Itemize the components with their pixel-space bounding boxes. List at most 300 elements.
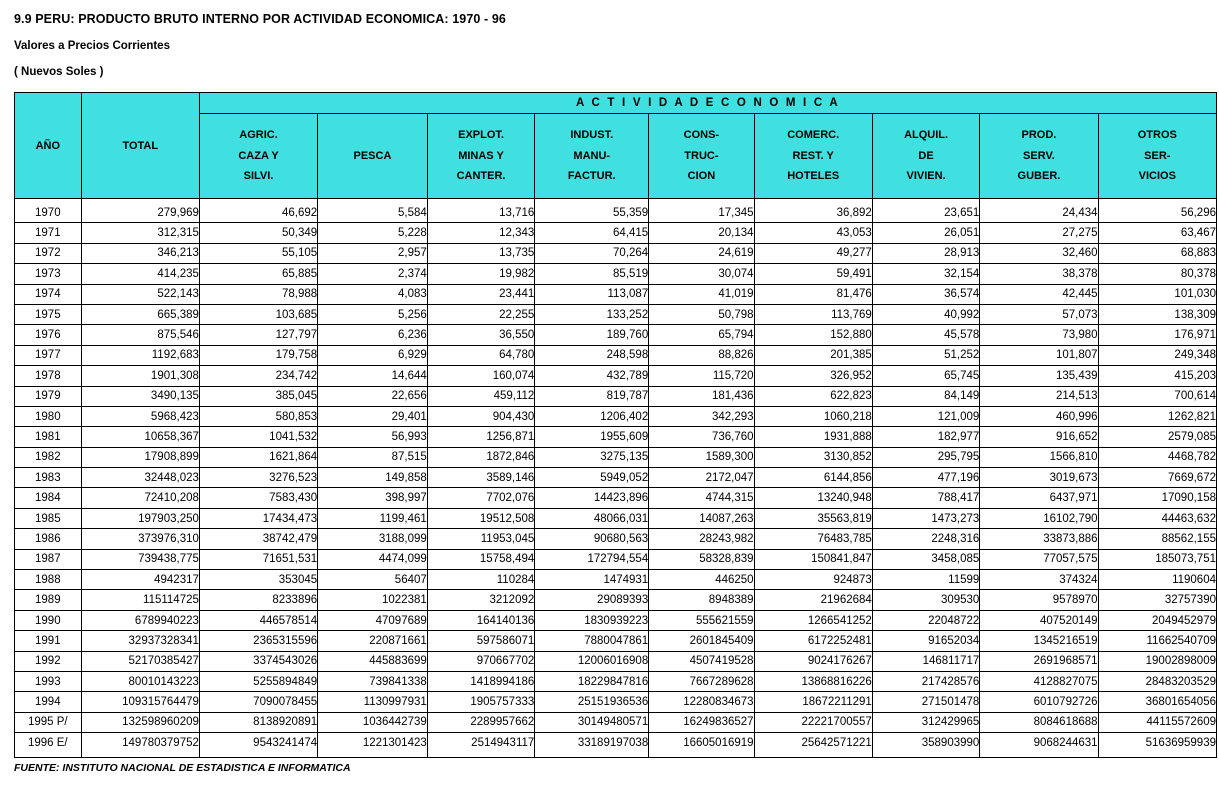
cell-value: 88,826 [649,345,754,365]
cell-value: 234,742 [199,366,317,386]
cell-value: 312429965 [872,712,980,732]
column-header-alquil: ALQUIL. DE VIVIEN. [872,114,980,199]
cell-value: 78,988 [199,284,317,304]
cell-year: 1983 [15,468,82,488]
cell-value: 3589,146 [427,468,535,488]
cell-value: 1041,532 [199,427,317,447]
cell-value: 12,343 [427,223,535,243]
cell-value: 17,345 [649,199,754,223]
cell-value: 179,758 [199,345,317,365]
cell-value: 6010792726 [980,692,1098,712]
cell-value: 446578514 [199,610,317,630]
cell-value: 56,296 [1098,199,1216,223]
cell-value: 2,957 [318,243,428,263]
cell-value: 81,476 [754,284,872,304]
table-row [15,488,1217,508]
cell-value: 103,685 [199,304,317,324]
cell-value: 1589,300 [649,447,754,467]
cell-value: 1872,846 [427,447,535,467]
cell-value: 23,651 [872,199,980,223]
cell-value: 477,196 [872,468,980,488]
cell-value: 85,519 [535,264,649,284]
cell-value: 924873 [754,570,872,590]
cell-value: 5949,052 [535,468,649,488]
cell-value: 19,982 [427,264,535,284]
table-row [15,610,1217,630]
cell-value: 622,823 [754,386,872,406]
cell-value: 1022381 [318,590,428,610]
cell-value: 1621,864 [199,447,317,467]
cell-value: 580,853 [199,406,317,426]
cell-value: 36,574 [872,284,980,304]
cell-value: 127,797 [199,325,317,345]
table-row [15,733,1217,757]
cell-value: 43,053 [754,223,872,243]
cell-value: 65,794 [649,325,754,345]
cell-value: 1905757333 [427,692,535,712]
cell-value: 7702,076 [427,488,535,508]
cell-value: 17908,899 [81,447,199,467]
table-row [15,468,1217,488]
cell-value: 182,977 [872,427,980,447]
cell-value: 2,374 [318,264,428,284]
cell-value: 3188,099 [318,529,428,549]
cell-value: 21962684 [754,590,872,610]
cell-value: 44115572609 [1098,712,1216,732]
cell-value: 6172252481 [754,631,872,651]
cell-value: 407520149 [980,610,1098,630]
cell-value: 41,019 [649,284,754,304]
cell-value: 138,309 [1098,304,1216,324]
cell-value: 217428576 [872,671,980,691]
page-subtitle-values: Valores a Precios Corrientes [14,40,170,52]
cell-value: 38742,479 [199,529,317,549]
cell-value: 189,760 [535,325,649,345]
cell-value: 50,349 [199,223,317,243]
cell-value: 2601845409 [649,631,754,651]
cell-value: 32,154 [872,264,980,284]
cell-value: 3490,135 [81,386,199,406]
cell-year: 1973 [15,264,82,284]
cell-value: 87,515 [318,447,428,467]
cell-value: 9578970 [980,590,1098,610]
cell-value: 1418994186 [427,671,535,691]
cell-value: 739841338 [318,671,428,691]
cell-value: 522,143 [81,284,199,304]
pbi-table [14,92,1217,758]
cell-value: 4942317 [81,570,199,590]
cell-value: 22048722 [872,610,980,630]
cell-value: 32757390 [1098,590,1216,610]
cell-value: 101,030 [1098,284,1216,304]
cell-value: 4128827075 [980,671,1098,691]
cell-value: 18229847816 [535,671,649,691]
cell-value: 64,780 [427,345,535,365]
cell-value: 14423,896 [535,488,649,508]
cell-value: 358903990 [872,733,980,757]
cell-value: 7090078455 [199,692,317,712]
cell-value: 3130,852 [754,447,872,467]
cell-value: 73,980 [980,325,1098,345]
cell-value: 77057,575 [980,549,1098,569]
cell-value: 374324 [980,570,1098,590]
cell-value: 6144,856 [754,468,872,488]
cell-value: 460,996 [980,406,1098,426]
table-row [15,427,1217,447]
cell-value: 50,798 [649,304,754,324]
table-row [15,366,1217,386]
cell-value: 11662540709 [1098,631,1216,651]
cell-value: 84,149 [872,386,980,406]
cell-value: 32,460 [980,243,1098,263]
cell-value: 132598960209 [81,712,199,732]
cell-year: 1979 [15,386,82,406]
cell-value: 18672211291 [754,692,872,712]
cell-value: 149,858 [318,468,428,488]
cell-value: 28,913 [872,243,980,263]
cell-value: 185073,751 [1098,549,1216,569]
table-group-header-row [15,93,1217,114]
cell-value: 1221301423 [318,733,428,757]
cell-value: 819,787 [535,386,649,406]
cell-value: 3275,135 [535,447,649,467]
cell-year: 1972 [15,243,82,263]
cell-value: 214,513 [980,386,1098,406]
cell-value: 373976,310 [81,529,199,549]
cell-value: 1901,308 [81,366,199,386]
cell-year: 1974 [15,284,82,304]
cell-value: 29089393 [535,590,649,610]
cell-value: 2365315596 [199,631,317,651]
cell-value: 101,807 [980,345,1098,365]
cell-value: 5968,423 [81,406,199,426]
cell-value: 597586071 [427,631,535,651]
cell-year: 1990 [15,610,82,630]
cell-value: 33873,886 [980,529,1098,549]
cell-value: 38,378 [980,264,1098,284]
cell-value: 15758,494 [427,549,535,569]
cell-value: 8138920891 [199,712,317,732]
table-row [15,508,1217,528]
table-body [15,199,1217,758]
cell-value: 68,883 [1098,243,1216,263]
cell-value: 51636959939 [1098,733,1216,757]
cell-value: 27,275 [980,223,1098,243]
cell-value: 42,445 [980,284,1098,304]
cell-value: 309530 [872,590,980,610]
cell-year: 1980 [15,406,82,426]
cell-value: 19512,508 [427,508,535,528]
cell-value: 17434,473 [199,508,317,528]
cell-value: 13,735 [427,243,535,263]
cell-value: 346,213 [81,243,199,263]
cell-value: 36,892 [754,199,872,223]
cell-value: 176,971 [1098,325,1216,345]
cell-value: 36,550 [427,325,535,345]
cell-value: 172794,554 [535,549,649,569]
cell-value: 2289957662 [427,712,535,732]
cell-value: 201,385 [754,345,872,365]
cell-value: 115114725 [81,590,199,610]
cell-value: 220871661 [318,631,428,651]
cell-value: 9068244631 [980,733,1098,757]
cell-value: 72410,208 [81,488,199,508]
table-row [15,199,1217,223]
cell-value: 904,430 [427,406,535,426]
cell-year: 1984 [15,488,82,508]
cell-value: 30,074 [649,264,754,284]
cell-value: 16249836527 [649,712,754,732]
cell-value: 45,578 [872,325,980,345]
cell-value: 56407 [318,570,428,590]
column-header-indust: INDUST. MANU- FACTUR. [535,114,649,199]
cell-value: 65,885 [199,264,317,284]
cell-value: 13240,948 [754,488,872,508]
cell-value: 32937328341 [81,631,199,651]
cell-year: 1994 [15,692,82,712]
table-header [15,93,1217,199]
cell-value: 91652034 [872,631,980,651]
cell-value: 113,769 [754,304,872,324]
column-header-agric: AGRIC. CAZA Y SILVI. [199,114,317,199]
cell-value: 970667702 [427,651,535,671]
cell-value: 279,969 [81,199,199,223]
cell-value: 414,235 [81,264,199,284]
table-row [15,284,1217,304]
cell-value: 4744,315 [649,488,754,508]
cell-year: 1993 [15,671,82,691]
cell-value: 149780379752 [81,733,199,757]
cell-value: 14087,263 [649,508,754,528]
cell-value: 13,716 [427,199,535,223]
cell-value: 56,993 [318,427,428,447]
cell-value: 398,997 [318,488,428,508]
cell-value: 28243,982 [649,529,754,549]
cell-value: 12280834673 [649,692,754,712]
cell-value: 7667289628 [649,671,754,691]
cell-value: 23,441 [427,284,535,304]
cell-value: 2049452979 [1098,610,1216,630]
cell-value: 19002898009 [1098,651,1216,671]
cell-year: 1970 [15,199,82,223]
cell-value: 55,105 [199,243,317,263]
title-block [14,12,1211,78]
cell-value: 2172,047 [649,468,754,488]
source-note: FUENTE: INSTITUTO NACIONAL DE ESTADISTICA E INFORMATICA [14,761,351,774]
cell-value: 63,467 [1098,223,1216,243]
cell-year: 1986 [15,529,82,549]
column-header-total: TOTAL [81,93,199,199]
cell-value: 152,880 [754,325,872,345]
cell-year: 1996 E/ [15,733,82,757]
cell-value: 44463,632 [1098,508,1216,528]
cell-value: 13868816226 [754,671,872,691]
cell-value: 150841,847 [754,549,872,569]
cell-year: 1982 [15,447,82,467]
cell-value: 5,584 [318,199,428,223]
cell-value: 2579,085 [1098,427,1216,447]
page-subtitle-units: ( Nuevos Soles ) [14,66,104,78]
cell-value: 249,348 [1098,345,1216,365]
cell-value: 5,256 [318,304,428,324]
cell-value: 271501478 [872,692,980,712]
cell-value: 432,789 [535,366,649,386]
cell-value: 12006016908 [535,651,649,671]
cell-year: 1976 [15,325,82,345]
cell-value: 415,203 [1098,366,1216,386]
cell-value: 32448,023 [81,468,199,488]
cell-value: 4,083 [318,284,428,304]
table-row [15,712,1217,732]
cell-year: 1985 [15,508,82,528]
cell-value: 58328,839 [649,549,754,569]
cell-value: 342,293 [649,406,754,426]
cell-value: 22221700557 [754,712,872,732]
cell-value: 25151936536 [535,692,649,712]
cell-value: 1190604 [1098,570,1216,590]
cell-value: 1473,273 [872,508,980,528]
cell-value: 665,389 [81,304,199,324]
cell-year: 1991 [15,631,82,651]
cell-value: 459,112 [427,386,535,406]
cell-value: 164140136 [427,610,535,630]
cell-value: 135,439 [980,366,1098,386]
cell-value: 1206,402 [535,406,649,426]
column-header-otros: OTROS SER- VICIOS [1098,114,1216,199]
table-row [15,264,1217,284]
cell-value: 3019,673 [980,468,1098,488]
cell-value: 29,401 [318,406,428,426]
cell-value: 7880047861 [535,631,649,651]
cell-value: 146811717 [872,651,980,671]
cell-value: 2691968571 [980,651,1098,671]
cell-value: 65,745 [872,366,980,386]
cell-value: 26,051 [872,223,980,243]
cell-value: 295,795 [872,447,980,467]
table-row [15,386,1217,406]
cell-value: 1036442739 [318,712,428,732]
cell-value: 1566,810 [980,447,1098,467]
cell-value: 5,228 [318,223,428,243]
cell-value: 57,073 [980,304,1098,324]
column-header-prod: PROD. SERV. GUBER. [980,114,1098,199]
cell-value: 121,009 [872,406,980,426]
cell-value: 88562,155 [1098,529,1216,549]
cell-value: 22,255 [427,304,535,324]
cell-value: 7583,430 [199,488,317,508]
cell-value: 24,434 [980,199,1098,223]
cell-value: 47097689 [318,610,428,630]
cell-value: 312,315 [81,223,199,243]
cell-value: 51,252 [872,345,980,365]
table-row [15,671,1217,691]
cell-value: 9024176267 [754,651,872,671]
cell-year: 1992 [15,651,82,671]
cell-value: 9543241474 [199,733,317,757]
cell-value: 30149480571 [535,712,649,732]
table-row [15,570,1217,590]
cell-value: 1060,218 [754,406,872,426]
table-row [15,223,1217,243]
table-row [15,447,1217,467]
cell-value: 700,614 [1098,386,1216,406]
cell-value: 109315764479 [81,692,199,712]
cell-value: 1830939223 [535,610,649,630]
table-row [15,325,1217,345]
cell-year: 1975 [15,304,82,324]
table-row [15,345,1217,365]
cell-value: 6789940223 [81,610,199,630]
table-row [15,590,1217,610]
cell-value: 248,598 [535,345,649,365]
cell-value: 446250 [649,570,754,590]
cell-value: 16102,790 [980,508,1098,528]
cell-value: 736,760 [649,427,754,447]
cell-value: 1345216519 [980,631,1098,651]
table-row [15,304,1217,324]
cell-value: 1262,821 [1098,406,1216,426]
cell-value: 115,720 [649,366,754,386]
cell-value: 3458,085 [872,549,980,569]
cell-value: 17090,158 [1098,488,1216,508]
cell-value: 22,656 [318,386,428,406]
cell-value: 4468,782 [1098,447,1216,467]
column-header-anio: AÑO [15,93,82,199]
cell-value: 2514943117 [427,733,535,757]
cell-value: 353045 [199,570,317,590]
cell-value: 48066,031 [535,508,649,528]
cell-value: 1192,683 [81,345,199,365]
cell-value: 326,952 [754,366,872,386]
cell-value: 8948389 [649,590,754,610]
cell-value: 11953,045 [427,529,535,549]
cell-value: 16605016919 [649,733,754,757]
cell-value: 445883699 [318,651,428,671]
cell-year: 1977 [15,345,82,365]
cell-value: 52170385427 [81,651,199,671]
cell-value: 24,619 [649,243,754,263]
cell-value: 14,644 [318,366,428,386]
cell-value: 71651,531 [199,549,317,569]
cell-value: 1931,888 [754,427,872,447]
cell-value: 35563,819 [754,508,872,528]
cell-value: 59,491 [754,264,872,284]
cell-value: 875,546 [81,325,199,345]
cell-value: 6437,971 [980,488,1098,508]
column-group-header-actividad-economica: A C T I V I D A D E C O N O M I C A [199,93,1216,114]
cell-value: 8233896 [199,590,317,610]
table-row [15,692,1217,712]
cell-value: 113,087 [535,284,649,304]
cell-year: 1989 [15,590,82,610]
cell-value: 4507419528 [649,651,754,671]
cell-value: 181,436 [649,386,754,406]
cell-value: 40,992 [872,304,980,324]
cell-value: 3212092 [427,590,535,610]
cell-value: 49,277 [754,243,872,263]
cell-value: 739438,775 [81,549,199,569]
cell-value: 160,074 [427,366,535,386]
cell-value: 1199,461 [318,508,428,528]
cell-value: 1474931 [535,570,649,590]
cell-value: 70,264 [535,243,649,263]
cell-value: 90680,563 [535,529,649,549]
cell-year: 1995 P/ [15,712,82,732]
cell-value: 1266541252 [754,610,872,630]
cell-year: 1971 [15,223,82,243]
cell-value: 46,692 [199,199,317,223]
cell-value: 33189197038 [535,733,649,757]
